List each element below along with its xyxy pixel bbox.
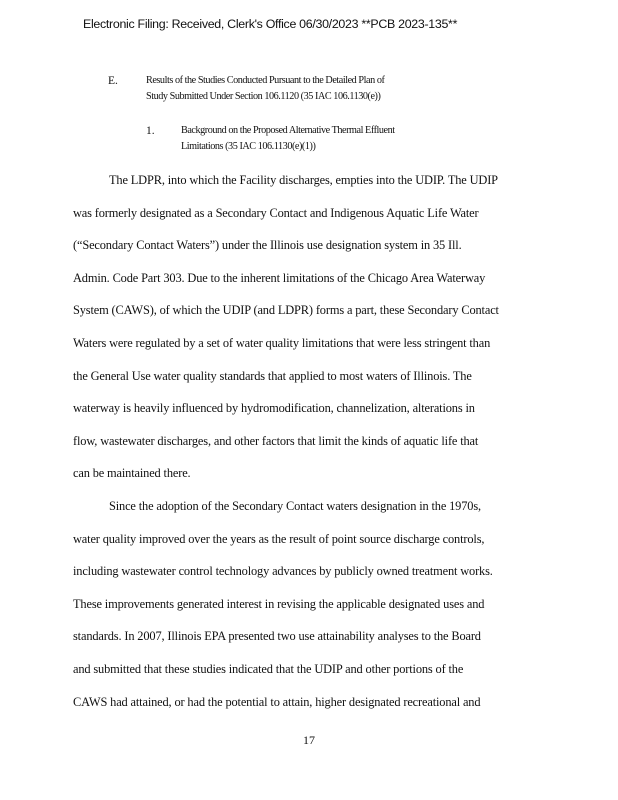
page-number: 17 — [303, 733, 315, 747]
subsection-heading-line: Limitations (35 IAC 106.1130(e)(1)) — [181, 141, 316, 152]
paragraph-line: These improvements generated interest in revising the applicable designated uses and — [73, 596, 485, 611]
paragraph-line: and submitted that these studies indicated that the UDIP and other portions of the — [73, 661, 464, 676]
paragraph-line: the General Use water quality standards that applied to most waters of Illinois. The — [73, 368, 472, 383]
paragraph-line: Admin. Code Part 303. Due to the inherent limitations of the Chicago Area Waterway — [73, 270, 486, 285]
subsection-heading — [181, 123, 395, 155]
body-paragraph-2 — [73, 498, 513, 726]
section-heading — [146, 73, 384, 105]
paragraph-line: can be maintained there. — [73, 466, 191, 481]
paragraph-line: waterway is heavily influenced by hydromodification, channelization, alterations in — [73, 401, 475, 416]
paragraph-line: Since the adoption of the Secondary Contact waters designation in the 1970s, — [109, 499, 481, 513]
paragraph-line: was formerly designated as a Secondary Contact and Indigenous Aquatic Life Water — [73, 205, 479, 220]
filing-stamp-header: Electronic Filing: Received, Clerk's Office 06/30/2023 **PCB 2023-135** — [83, 17, 458, 31]
paragraph-line: standards. In 2007, Illinois EPA presented two use attainability analyses to the Board — [73, 629, 481, 644]
paragraph-line: including wastewater control technology advances by publicly owned treatment works. — [73, 564, 493, 579]
paragraph-line: The LDPR, into which the Facility discharges, empties into the UDIP. The UDIP — [109, 173, 498, 187]
section-heading-line: Study Submitted Under Section 106.1120 (35 IAC 106.1130(e)) — [146, 91, 381, 102]
subsection-heading-line: Background on the Proposed Alternative Thermal Effluent — [181, 125, 395, 136]
section-letter: E. — [108, 75, 118, 87]
paragraph-line: CAWS had attained, or had the potential to attain, higher designated recreational and — [73, 694, 481, 709]
paragraph-line: System (CAWS), of which the UDIP (and LDPR) forms a part, these Secondary Contact — [73, 303, 499, 318]
subsection-number: 1. — [146, 125, 155, 137]
section-heading-line: Results of the Studies Conducted Pursuant to the Detailed Plan of — [146, 75, 385, 86]
paragraph-line: (“Secondary Contact Waters”) under the Illinois use designation system in 35 Ill. — [73, 238, 462, 253]
paragraph-line: water quality improved over the years as the result of point source discharge controls, — [73, 531, 485, 546]
body-paragraph-1 — [73, 172, 513, 498]
paragraph-line: Waters were regulated by a set of water quality limitations that were less stringent than — [73, 335, 491, 350]
paragraph-line: flow, wastewater discharges, and other factors that limit the kinds of aquatic life that — [73, 433, 479, 448]
